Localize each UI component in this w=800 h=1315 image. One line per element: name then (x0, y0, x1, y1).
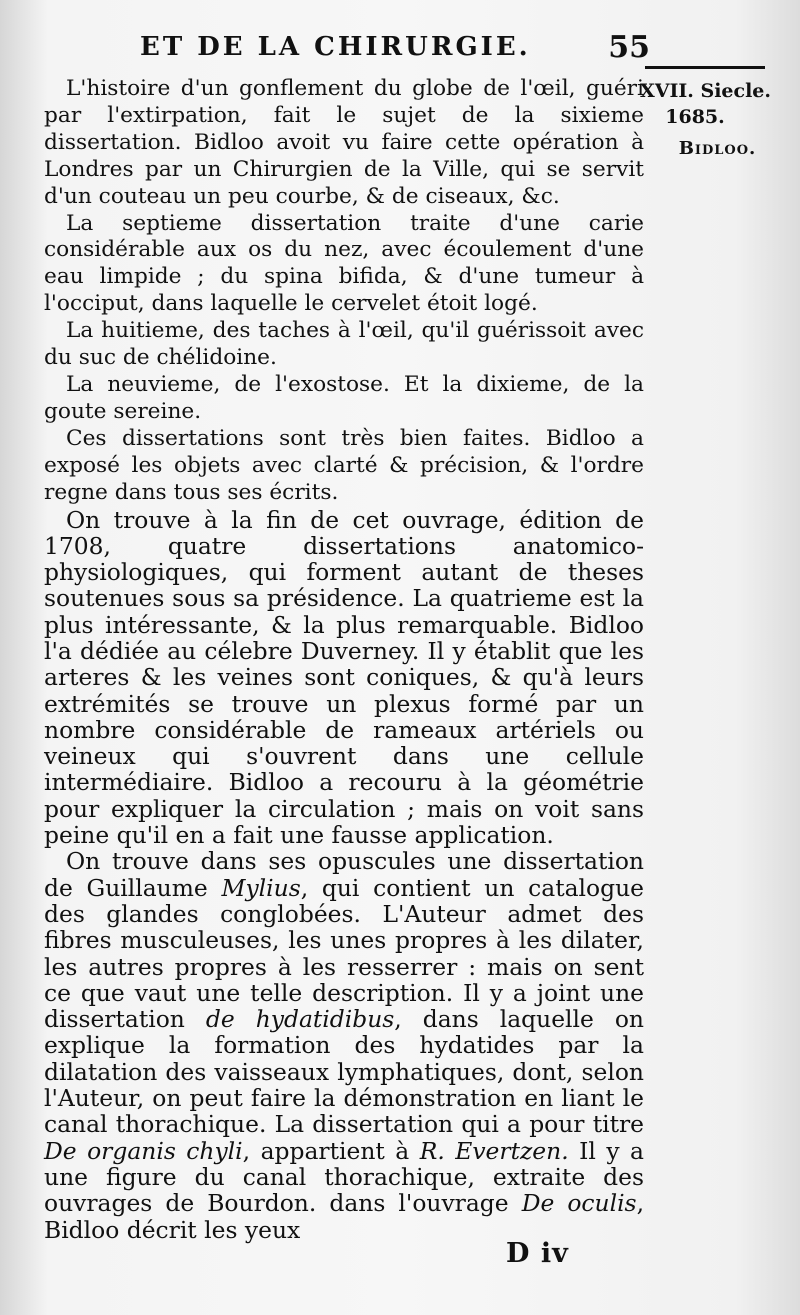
margin-note (640, 66, 770, 169)
paragraph-sixth-dissertation: L'histoire d'un gonflement du globe de l'œil, guéri par l'extirpation, fait le sujet de la sixieme dissertation. Bidloo avoit vu faire cette opération à Londres par un Chirurgien de la Ville, qui se servit d'un couteau un peu courbe, & de ciseaux, &c. (44, 76, 644, 209)
text-run: , Bidloo décrit les yeux (44, 1189, 644, 1244)
text-run: On trouve dans ses opuscules une dissertation de Guillaume (44, 847, 644, 902)
paragraph-ninth-tenth-dissertation: La neuvieme, de l'exostose. Et la dixieme, de la goute sereine. (44, 371, 644, 424)
text-run: Il y a une figure du canal thorachique, extraite des ouvrages de Bourdon. dans l'ouvrage (44, 1136, 644, 1218)
text-run: , appartient à (242, 1136, 420, 1165)
text-run: , qui contient un catalogue des glandes conglobées. L'Auteur admet des fibres musculeuses, les unes propres à les dilater, les autres propres à les resserrer : mais on sent ce que vaut une telle description. Il y a joint une dissertation (44, 873, 644, 1034)
paragraph-opuscules (44, 848, 644, 1242)
paragraph-1708-edition: On trouve à la fin de cet ouvrage, édition de 1708, quatre dissertations anatomico-physiologiques, qui forment autant de theses soutenues sous sa présidence. La quatrieme est la plus intéressante, & la plus remarquable. Bidloo l'a dédiée au célebre Duverney. Il y établit que les arteres & les veines sont coniques, & qu'à leurs extrémités se trouve un plexus formé par un nombre considérable de rameaux artériels ou veineux qui s'ouvrent dans une cellule intermédiaire. Bidloo a recouru à la géométrie pour expliquer la circulation ; mais on voit sans peine qu'il en a fait une fausse application. (44, 505, 644, 850)
body-text (44, 76, 644, 1243)
italic-de-hydatidibus: de hydatidibus (205, 1005, 395, 1034)
page-header (120, 28, 650, 68)
margin-century: XVII. Siecle. (640, 80, 772, 102)
italic-de-oculis: De oculis (521, 1189, 637, 1218)
running-head: ET DE LA CHIRURGIE. (140, 32, 531, 62)
text-run: , dans laquelle on explique la formation des hydatides par la dilatation des vaisseaux lymphatiques, dont, selon l'Auteur, on peut faire la démonstration en liant le canal thorachique. La dissertation qui a pour titre (44, 1005, 644, 1139)
paragraph-assessment: Ces dissertations sont très bien faites. Bidloo a exposé les objets avec clarté & précision, & l'ordre regne dans tous ses écrits. (44, 425, 644, 505)
margin-author: Bidloo. (678, 138, 757, 159)
margin-year: 1685. (665, 106, 725, 128)
italic-evertzen: R. Evertzen. (419, 1136, 569, 1165)
paragraph-eighth-dissertation: La huitieme, des taches à l'œil, qu'il guérissoit avec du suc de chélidoine. (44, 318, 644, 371)
paragraph-seventh-dissertation: La septieme dissertation traite d'une carie considérable aux os du nez, avec écoulement d'une eau limpide ; du spina bifida, & d'une tumeur à l'occiput, dans laquelle le cervelet étoit logé. (44, 210, 644, 317)
italic-de-organis-chyli: De organis chyli (44, 1136, 243, 1165)
margin-rule (645, 66, 765, 69)
italic-mylius: Mylius (221, 873, 301, 902)
signature-mark: D iv (506, 1238, 569, 1269)
page-number: 55 (608, 30, 650, 65)
